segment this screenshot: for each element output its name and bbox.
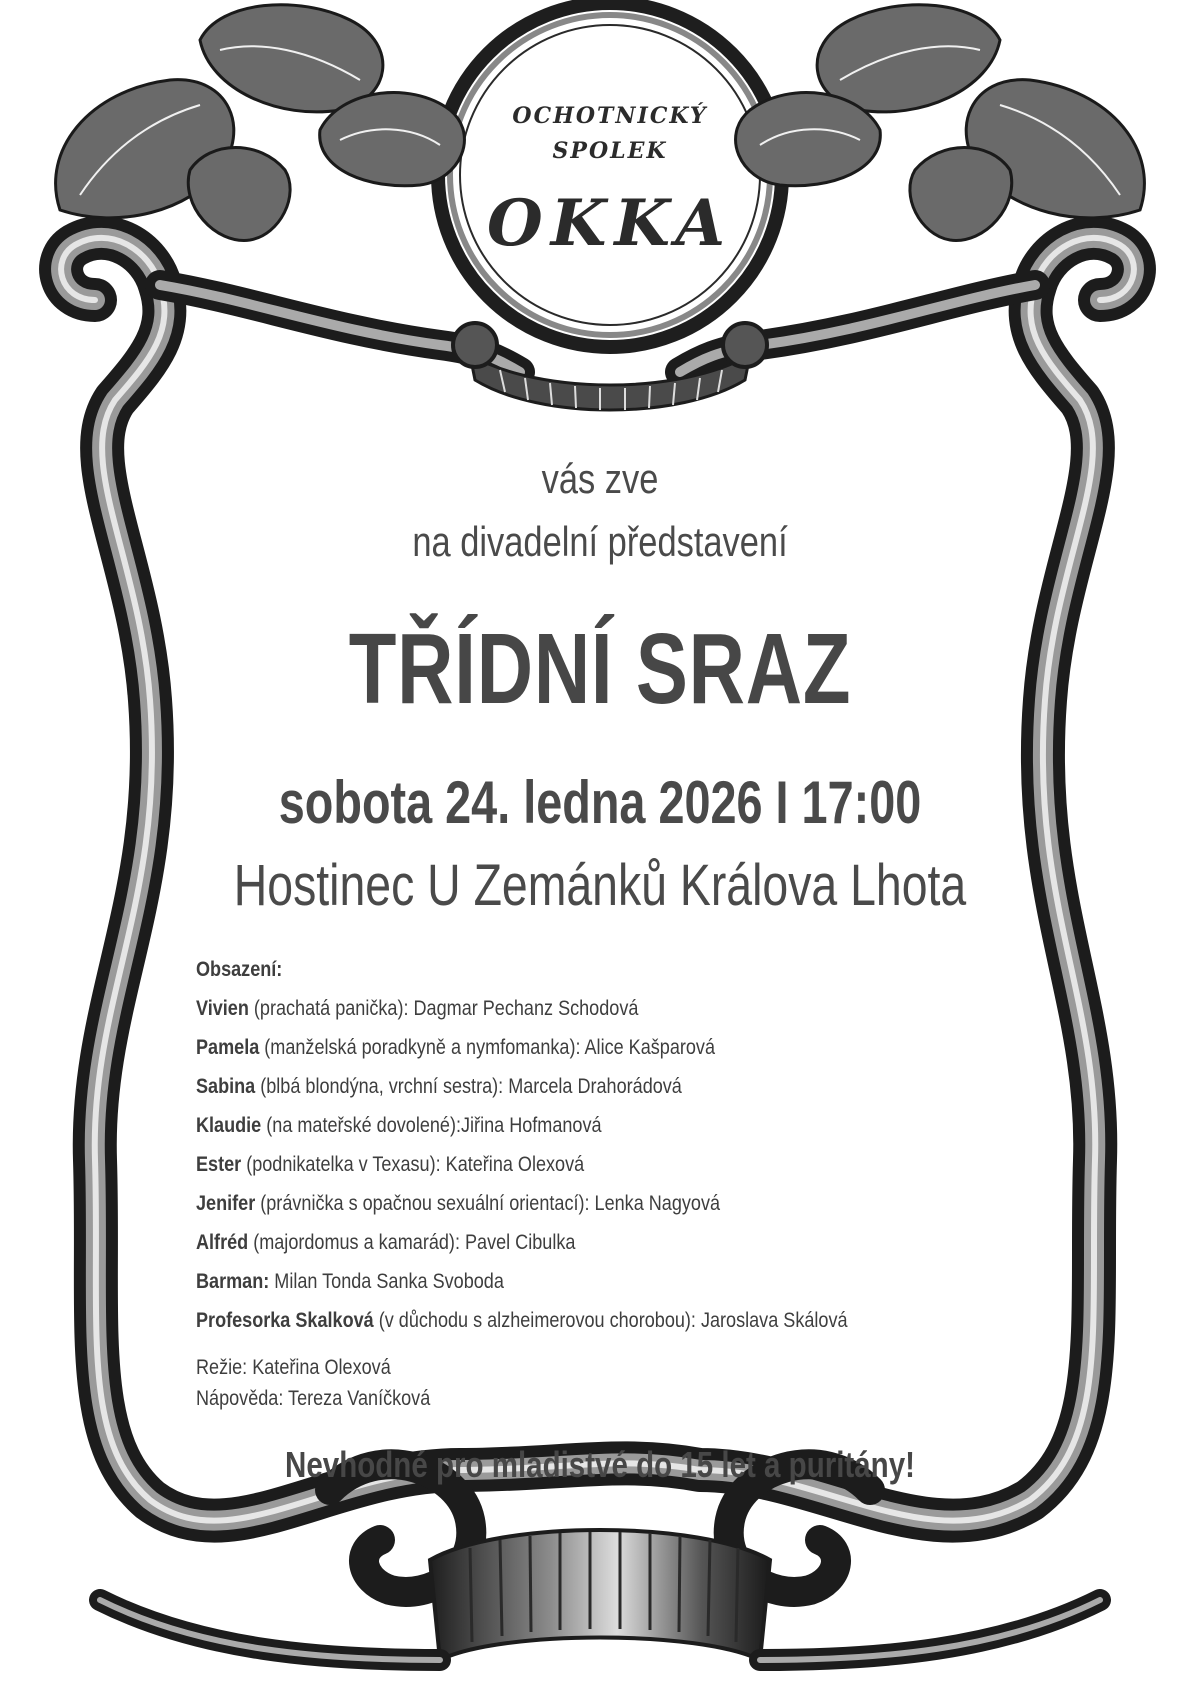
prompter-credit: Nápověda: Tereza Vaníčková	[196, 1387, 431, 1410]
cast-entry	[196, 1067, 901, 1106]
invite-line-1: vás zve	[541, 455, 659, 502]
age-warning: Nevhodné pro mladistvé do 15 let a puritány!	[285, 1444, 915, 1485]
cast-role: Jenifer	[196, 1192, 256, 1215]
cast-role: Vivien	[196, 997, 249, 1020]
cast-actor: Milan Tonda Sanka Svoboda	[274, 1270, 504, 1293]
cast-role: Sabina	[196, 1075, 256, 1098]
cast-entry	[196, 1184, 901, 1223]
society-line2: SPOLEK	[552, 138, 668, 164]
cast-entry	[196, 1145, 901, 1184]
cast-desc: (podnikatelka v Texasu):	[241, 1153, 446, 1176]
invite-line-2: na divadelní představení	[412, 518, 788, 565]
cast-desc: (majordomus a kamarád):	[248, 1231, 465, 1254]
director-credit: Režie: Kateřina Olexová	[196, 1356, 391, 1379]
cast-entry	[196, 1223, 901, 1262]
cast-desc: (právnička s opačnou sexuální orientací):	[255, 1192, 595, 1215]
cast-actor: Kateřina Olexová	[445, 1153, 585, 1176]
venue: Hostinec U Zemánků Králova Lhota	[233, 853, 967, 918]
cast-role: Pamela	[196, 1036, 260, 1059]
cast-entry	[196, 1106, 901, 1145]
cast-actor: Pavel Cibulka	[464, 1231, 576, 1254]
cast-heading: Obsazení:	[196, 958, 283, 981]
cast-actor: Jiřina Hofmanová	[461, 1114, 602, 1137]
society-name: OKKA	[486, 186, 734, 261]
cast-actor: Alice Kašparová	[584, 1036, 716, 1059]
cast-desc: (manželská poradkyně a nymfomanka):	[259, 1036, 585, 1059]
cast-entry	[196, 1262, 901, 1301]
cast-role: Barman:	[196, 1270, 270, 1293]
cast-role: Ester	[196, 1153, 242, 1176]
cast-desc: (v důchodu s alzheimerovou chorobou):	[373, 1309, 701, 1332]
cast-entry	[196, 989, 901, 1028]
date-time: sobota 24. ledna 2026 I 17:00	[278, 769, 922, 836]
society-line1: OCHOTNICKÝ	[512, 103, 708, 129]
cast-desc: (blbá blondýna, vrchní sestra):	[255, 1075, 509, 1098]
cast-role: Profesorka Skalková	[196, 1309, 374, 1332]
cast-entry	[196, 1028, 901, 1067]
cast-entry	[196, 1301, 901, 1340]
cast-list	[196, 950, 901, 1340]
cast-desc: (na mateřské dovolené):	[261, 1114, 462, 1137]
cast-role: Alfréd	[196, 1231, 249, 1254]
cast-actor: Dagmar Pechanz Schodová	[413, 997, 639, 1020]
cast-desc: (prachatá panička):	[248, 997, 414, 1020]
cast-actor: Lenka Nagyová	[594, 1192, 721, 1215]
cast-actor: Marcela Drahorádová	[508, 1075, 682, 1098]
play-title: TŘÍDNÍ SRAZ	[348, 613, 852, 725]
cast-role: Klaudie	[196, 1114, 262, 1137]
cast-actor: Jaroslava Skálová	[700, 1309, 848, 1332]
credits	[196, 1352, 798, 1414]
